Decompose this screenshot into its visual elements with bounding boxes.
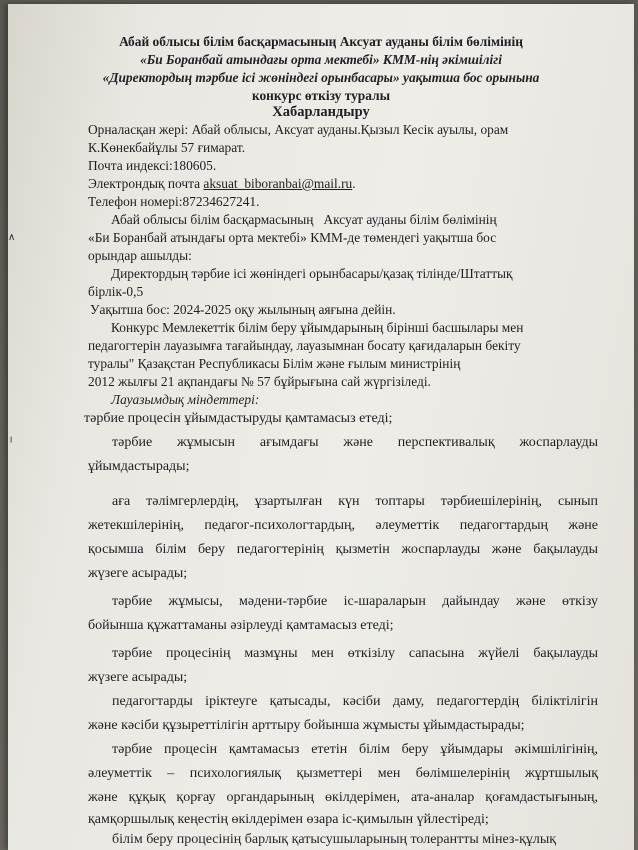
duty-4-line-2: бойынша құжаттаманы әзірлеуді қамтамасыз етеді; [88,618,394,633]
intro-start: Абай облысы білім басқармасының [111,212,314,227]
duty-3-line-1: аға тәлімгерлердің, ұзартылған күн топтары тәрбиешілерінің, сынып [112,494,598,509]
email-line [88,177,356,190]
margin-mark: ╵ [8,438,15,449]
header-line-4: конкурс өткізу туралы [251,88,391,103]
duty-3-line-2: жетекшілерінің, педагог-психологтардың, әлеуметтік педагогтардың және [88,518,598,533]
duty-7-line-4: қамқоршылық кеңестің өкілдерімен өзара іс-қимылын үйлестіреді; [88,812,489,827]
duty-2-line-2: ұйымдастырады; [88,459,190,474]
email-suffix: . [352,176,356,191]
duty-7-line-3: және құқық қорғау органдарының өкілдерімен, ата-аналар қоғамдастығының, [88,790,598,805]
duty-3-line-4: жүзеге асырады; [88,566,188,581]
address-line-2: К.Көнекбайұлы 57 ғимарат. [88,140,246,155]
intro-line-2: «Би Боранбай атындағы орта мектебі» КММ-де төмендегі уақытша бос [88,230,497,245]
email-label: Электрондық почта [88,176,204,191]
duty-5-line-1: тәрбие процесінің мазмұны мен өткізілу сапасына жүйелі бақылауды [112,646,598,661]
duty-6-line-1: педагогтарды іріктеуге қатысады, кәсіби даму, педагогтердің біліктілігін [112,694,598,709]
position-line-2: бірлік-0,5 [88,284,144,299]
intro-line-3: орындар ашылды: [88,248,192,263]
address-line-1: Орналасқан жері: Абай облысы, Аксуат ауданы.Қызыл Кесік ауылы, орам [88,122,509,137]
rules-line-2: педагогтерін лауазымға тағайындау, лауазымнан босату қағидаларын бекіту [88,338,521,353]
announcement-title: Хабарландыру [272,104,370,120]
duty-7-line-2: әлеуметтік – психологиялық қызметтері мен бөлімшелерінің жұртшылық [88,766,598,781]
duty-4-line-1: тәрбие жұмысы, мәдени-тәрбие іс-шараларын дайындау және өткізу [112,594,598,609]
rules-line-3: туралы" Қазақстан Республикасы Білім және ғылым министрінің [88,356,461,371]
duty-2-line-1: тәрбие жұмысын ағымдағы және перспективалық жоспарлауды [112,435,598,450]
duty-3-line-3: қосымша білім беру педагогтерінің қызметін жоспарлауды және бақылауды [88,542,598,557]
header-line-3: «Директордың тәрбие ісі жөніндегі орынбасары» уақытша бос орынына [102,70,540,85]
duties-title: Лауазымдық міндеттері: [111,392,260,407]
intro-rest: Аксуат ауданы білім бөлімінің [323,212,497,227]
duty-8-line-1: білім беру процесінің барлық қатысушыларының толерантты мінез-құлық [112,832,557,847]
postal-index: Почта индексі:180605. [88,158,217,173]
phone-number: Телефон номері:87234627241. [88,194,260,209]
rules-line-4: 2012 жылғы 21 ақпандағы № 57 бұйрығына сай жүргізіледі. [88,374,431,389]
document-text [8,4,634,850]
term-line: Уақытша бос: 2024-2025 оқу жылының аяғына дейін. [90,302,396,317]
rules-line-1: Конкурс Мемлекеттік білім беру ұйымдарының бірінші басшылары мен [111,320,524,335]
header-line-1: Абай облысы білім басқармасының Аксуат ауданы білім бөлімінің [119,34,523,49]
position-line-1: Директордың тәрбие ісі жөніндегі орынбасары/қазақ тілінде/Штаттық [111,266,513,281]
duty-7-line-1: тәрбие процесін қамтамасыз ететін білім беру ұйымдары әкімшілігінің, [112,742,598,757]
paper-sheet [8,4,634,850]
margin-mark: ∧ [8,232,16,243]
duty-6-line-2: және кәсіби құзыреттілігін арттыру бойынша жұмысты ұйымдастырады; [88,718,525,733]
header-line-2: «Би Боранбай атындағы орта мектебі» КММ-нің әкімшілігі [140,52,502,67]
email-link[interactable]: aksuat_biboranbai@mail.ru [203,176,353,191]
intro-line-1 [111,213,497,226]
duty-5-line-2: жүзеге асырады; [88,670,188,685]
duty-1: тәрбие процесін ұйымдастыруды қамтамасыз етеді; [84,411,393,426]
